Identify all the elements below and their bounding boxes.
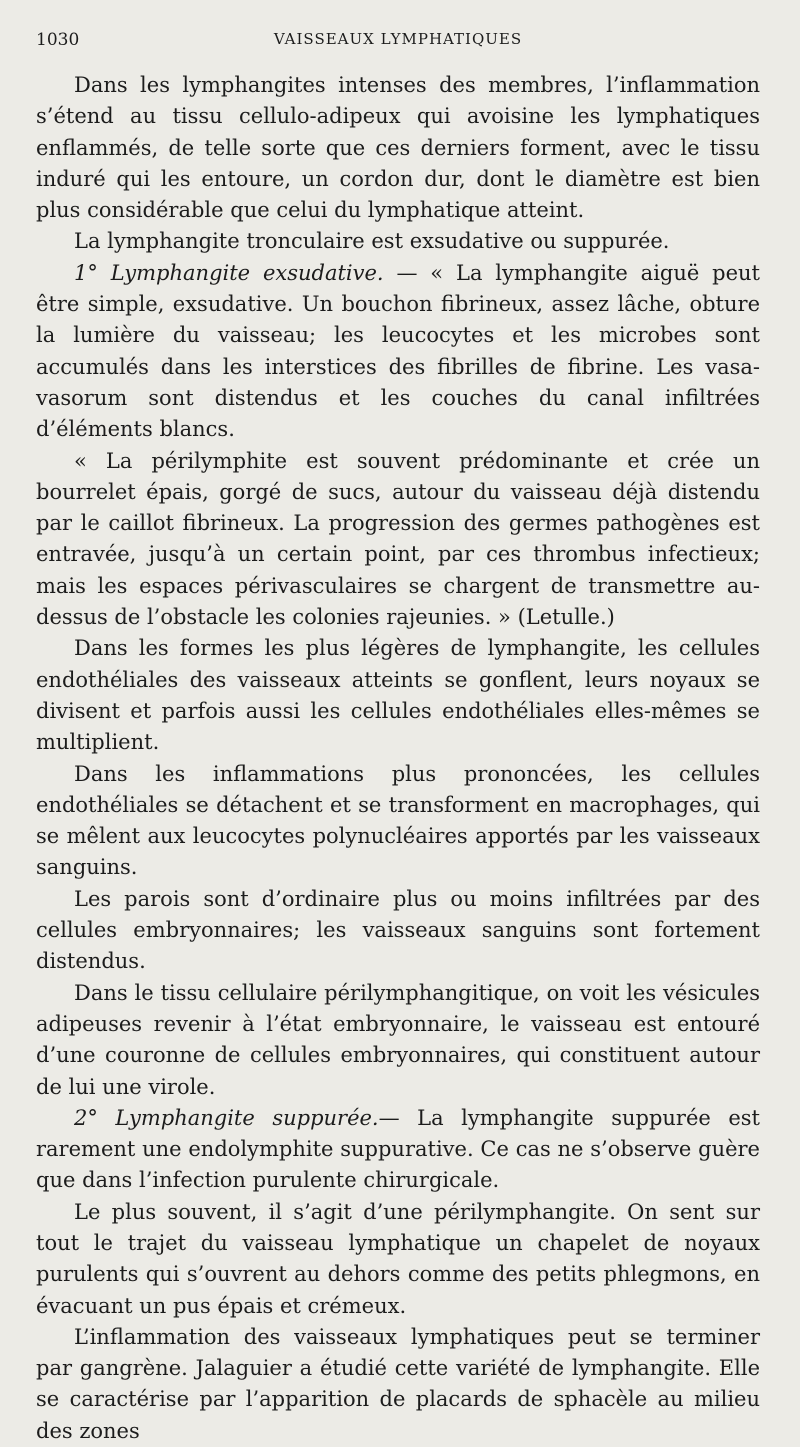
section-heading-exsudative: 1° Lymphangite exsudative. [74,260,384,285]
paragraph-text: Dans les formes les plus légères de lymphangite, les cellules endothéliales des vaisseaux atteints se gonflent, leurs noyaux se divisent et parfois aussi les cellules endothéliales elles-mêmes se multiplient. [36,636,760,755]
paragraph-text: Dans le tissu cellulaire périlymphangitique, on voit les vésicules adipeuses revenir à l’état embryonnaire, le vaisseau est entouré d’une couronne de cellules embryonnaires, qui constituent autour de lui une virole. [36,980,760,1099]
paragraph-text: — « La lymphangite aiguë peut être simple, exsudative. Un bouchon fibrineux, assez lâche, obture la lumière du vaisseau; les leucocytes et les microbes sont accumulés dans les interstices des fibrilles de fibrine. Les vasa-vasorum sont distendus et les couches du canal infiltrées d’éléments blancs. [36,260,760,442]
paragraph-text: — La lymphangite suppurée est rarement une endolymphite suppurative. Ce cas ne s’observe guère que dans l’infection purulente chirurgicale. [36,1105,760,1193]
paragraph [36,1322,760,1447]
paragraph [36,70,760,226]
paragraph-text: « La périlymphite est souvent prédominante et crée un bourrelet épais, gorgé de sucs, autour du vaisseau déjà distendu par le caillot fibrineux. La progression des germes pathogènes est entravée, jusqu’à un certain point, par ces thrombus infectieux; mais les espaces périvasculaires se chargent de transmettre au-dessus de l’obstacle les colonies rajeunies. » (Letulle.) [36,448,760,630]
paragraph-text: Dans les lymphangites intenses des membres, l’inflammation s’étend au tissu cellulo-adipeux qui avoisine les lymphatiques enflammés, de telle sorte que ces derniers forment, avec le tissu induré qui les entoure, un cordon dur, dont le diamètre est bien plus considérable que celui du lymphatique atteint. [36,73,760,223]
paragraph [36,759,760,884]
paragraph-text: Les parois sont d’ordinaire plus ou moins infiltrées par des cellules embryonnaires; les vaisseaux sanguins sont fortement distendus. [36,886,760,974]
paragraph-text: L’inflammation des vaisseaux lymphatiques peut se terminer par gangrène. Jalaguier a étudié cette variété de lymphangite. Elle se caractérise par l’apparition de placards de sphacèle au milieu des zones [36,1324,760,1443]
page-header [36,30,760,70]
paragraph-text: La lymphangite tronculaire est exsudative ou suppurée. [74,229,670,254]
running-title: VAISSEAUX LYMPHATIQUES [273,30,523,48]
paragraph [36,978,760,1103]
page-number: 1030 [36,30,80,50]
paragraph [36,1197,760,1322]
paragraph [36,226,760,257]
paragraph [36,633,760,758]
paragraph-text: Dans les inflammations plus prononcées, les cellules endothéliales se détachent et se transforment en macrophages, qui se mêlent aux leucocytes polynucléaires apportés par les vaisseaux sanguins. [36,761,760,880]
section-heading-suppuree: 2° Lymphangite suppurée. [74,1105,379,1130]
paragraph-text: Le plus souvent, il s’agit d’une périlymphangite. On sent sur tout le trajet du vaisseau lymphatique un chapelet de noyaux purulents qui s’ouvrent au dehors comme des petits phlegmons, en évacuant un pus épais et crémeux. [36,1199,760,1318]
page-body [36,70,760,1447]
paragraph [36,258,760,446]
paragraph [36,446,760,634]
paragraph [36,884,760,978]
paragraph [36,1103,760,1197]
